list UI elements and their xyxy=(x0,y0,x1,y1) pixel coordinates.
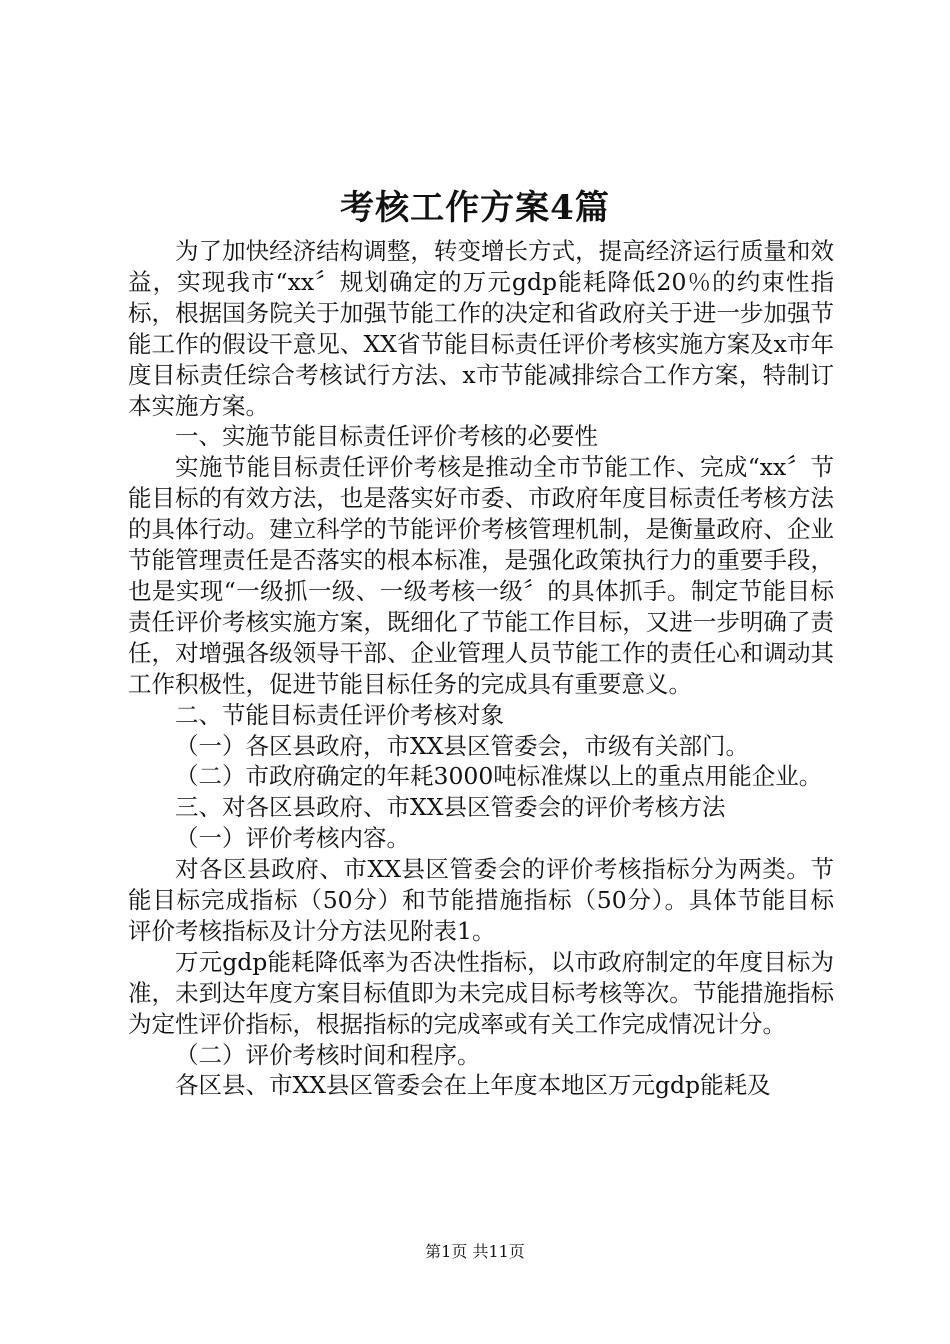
list-item-target-1: （一）各区县政府，市XX县区管委会，市级有关部门。 xyxy=(175,731,749,760)
paragraph-necessity: 实施节能目标责任评价考核是推动全市节能工作、完成“xx〞节能目标的有效方法，也是落实好市委、市政府年度目标责任考核方法的具体行动。建立科学的节能评价考核管理机制，是衡量政府、企业节能管理责任是否落实的根本标准，是强化政策执行力的重要手段，也是实现“一级抓一级、一级考核一级〞的具体抓手。制定节能目标责任评价考核实施方案，既细化了节能工作目标，又进一步明确了责任，对增强各级领导干部、企业管理人员节能工作的责任心和调动其工作积极性，促进节能目标任务的完成具有重要意义。 xyxy=(128,453,834,698)
list-item-target-2: （二）市政府确定的年耗3000吨标准煤以上的重点用能企业。 xyxy=(175,762,823,791)
document-body xyxy=(128,236,834,1101)
subheading-content: （一）评价考核内容。 xyxy=(175,824,410,853)
document-title: 考核工作方案4篇 xyxy=(340,188,610,228)
paragraph-procedure: 各区县、市XX县区管委会在上年度本地区万元gdp能耗及 xyxy=(175,1071,771,1100)
page-number: 第1页 共11页 xyxy=(425,1242,525,1261)
paragraph-veto-indicator: 万元gdp能耗降低率为否决性指标，以市政府制定的年度目标为准，未到达年度方案目标值即为未完成目标考核等次。节能措施指标为定性评价指标，根据指标的完成率或有关工作完成情况计分。 xyxy=(128,947,834,1038)
heading-section-2: 二、节能目标责任评价考核对象 xyxy=(175,700,504,729)
paragraph-intro: 为了加快经济结构调整，转变增长方式，提高经济运行质量和效益，实现我市“xx〞规划确定的万元gdp能耗降低20％的约束性指标，根据国务院关于加强节能工作的决定和省政府关于进一步加强节能工作的假设干意见、XX省节能目标责任评价考核实施方案及x市年度目标责任综合考核试行方法、x市节能减排综合工作方案，特制订本实施方案。 xyxy=(128,237,834,420)
paragraph-indicators: 对各区县政府、市XX县区管委会的评价考核指标分为两类。节能目标完成指标（50分）和节能措施指标（50分）。具体节能目标评价考核指标及计分方法见附表1。 xyxy=(128,855,834,945)
heading-section-1: 一、实施节能目标责任评价考核的必要性 xyxy=(175,422,598,451)
heading-section-3: 三、对各区县政府、市XX县区管委会的评价考核方法 xyxy=(175,793,726,822)
subheading-schedule: （二）评价考核时间和程序。 xyxy=(175,1040,481,1069)
